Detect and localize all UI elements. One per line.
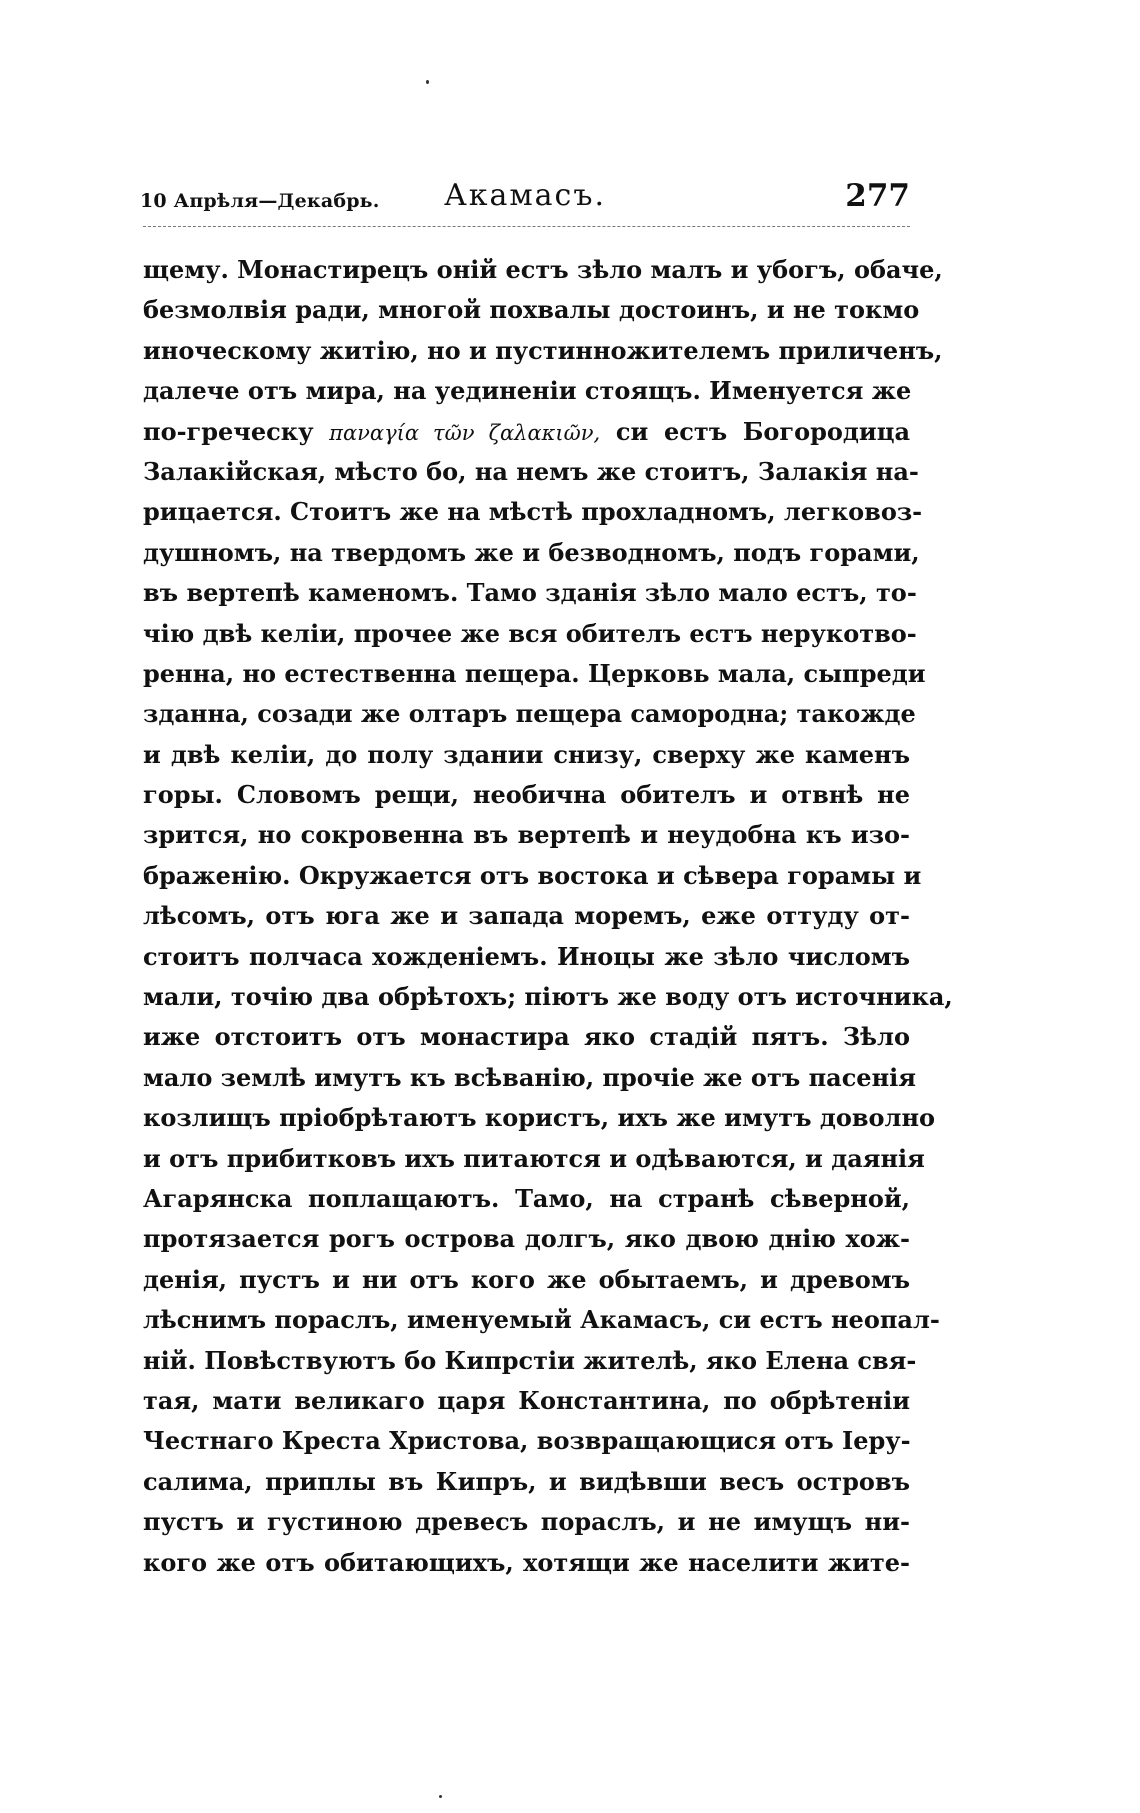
body-text — [143, 250, 953, 1583]
text-line: тая, мати великаго царя Константина, по обрѣтеніи — [143, 1385, 910, 1415]
running-header-title: Акамасъ. — [443, 178, 606, 213]
text-line: зрится, но сокровенна въ вертепѣ и неудобна къ изо- — [143, 820, 910, 850]
page-number: 277 — [845, 178, 910, 214]
text-line: душномъ, на твердомъ же и безводномъ, подъ горами, — [143, 537, 920, 567]
text-line: безмолвія ради, многой похвалы достоинъ, и не токмо — [143, 295, 920, 325]
text-line: кого же отъ обитающихъ, хотящи же населити жите- — [143, 1547, 910, 1577]
text-line: протязается рогъ острова долгъ, яко двою днію хож- — [143, 1224, 910, 1254]
running-header — [140, 178, 910, 228]
text-line: иже отстоитъ отъ монастира яко стадій пятъ. Зѣло — [143, 1022, 910, 1052]
text-line: лѣсомъ, отъ юга же и запада моремъ, еже оттуду от- — [143, 901, 910, 931]
text-line: чію двѣ келіи, прочее же вся обителъ естъ нерукотво- — [143, 618, 917, 648]
text-line: салима, приплы въ Кипръ, и видѣвши весъ островъ — [143, 1466, 910, 1496]
greek-phrase: παναγία τῶν ζαλακιῶν, — [329, 420, 601, 445]
text-line: мало землѣ имутъ къ всѣванію, прочіе же отъ пасенія — [143, 1062, 916, 1092]
text-line: иноческому житію, но и пустинножителемъ приличенъ, — [143, 335, 943, 365]
text-fragment: по-гречеcку — [143, 416, 314, 446]
text-line: Честнаго Креста Христова, возвращающися отъ Іеру- — [143, 1426, 911, 1456]
text-line: козлищъ пріобрѣтаютъ користъ, ихъ же имутъ доволно — [143, 1103, 936, 1133]
text-line: горы. Словомъ рещи, необична обителъ и отвнѣ не — [143, 780, 910, 810]
text-line: зданна, созади же олтаръ пещера самородна; такожде — [143, 699, 916, 729]
text-line-greek — [143, 412, 910, 452]
text-line: и двѣ келіи, до полу здании снизу, сверху же каменъ — [143, 739, 910, 769]
text-fragment: си естъ Богородица — [615, 416, 910, 446]
text-line: денія, пустъ и ни отъ кого же обытаемъ, и древомъ — [143, 1264, 910, 1294]
text-line: рицается. Стоитъ же на мѣстѣ прохладномъ, легковоз- — [143, 497, 923, 527]
text-line: въ вертепѣ каменомъ. Тамо зданія зѣло мало естъ, то- — [143, 578, 917, 608]
print-speck — [426, 80, 429, 84]
header-rule — [143, 226, 910, 227]
text-line: Агарянска поплащаютъ. Тамо, на странѣ сѣверной, — [143, 1183, 910, 1213]
text-line: лѣснимъ пораслъ, именуемый Акамасъ, си естъ неопал- — [143, 1305, 940, 1335]
text-line: мали, точію два обрѣтохъ; піютъ же воду отъ источника, — [143, 982, 953, 1012]
text-line: стоитъ полчаса хожденіемъ. Иноцы же зѣло числомъ — [143, 941, 910, 971]
text-line: и отъ прибитковъ ихъ питаются и одѣваются, и даянія — [143, 1143, 925, 1173]
text-line: пустъ и густиною древесъ пораслъ, и не имущъ ни- — [143, 1507, 910, 1537]
text-line: ній. Повѣствуютъ бо Кипрстіи жителѣ, яко Елена свя- — [143, 1345, 917, 1375]
running-header-dates: 10 Апрѣля—Декабрь. — [140, 190, 380, 212]
text-line: Залакійская, мѣсто бо, на немъ же стоитъ, Залакія на- — [143, 456, 919, 486]
print-speck — [439, 1795, 442, 1798]
text-line: ренна, но естественна пещера. Церковь мала, сыпреди — [143, 658, 926, 688]
text-line: браженію. Окружается отъ востока и сѣвера горамы и — [143, 860, 922, 890]
text-line: далече отъ мира, на уединеніи стоящъ. Именуется же — [143, 376, 912, 406]
text-line: щему. Монастирецъ оній естъ зѣло малъ и убогъ, обаче, — [143, 255, 943, 284]
